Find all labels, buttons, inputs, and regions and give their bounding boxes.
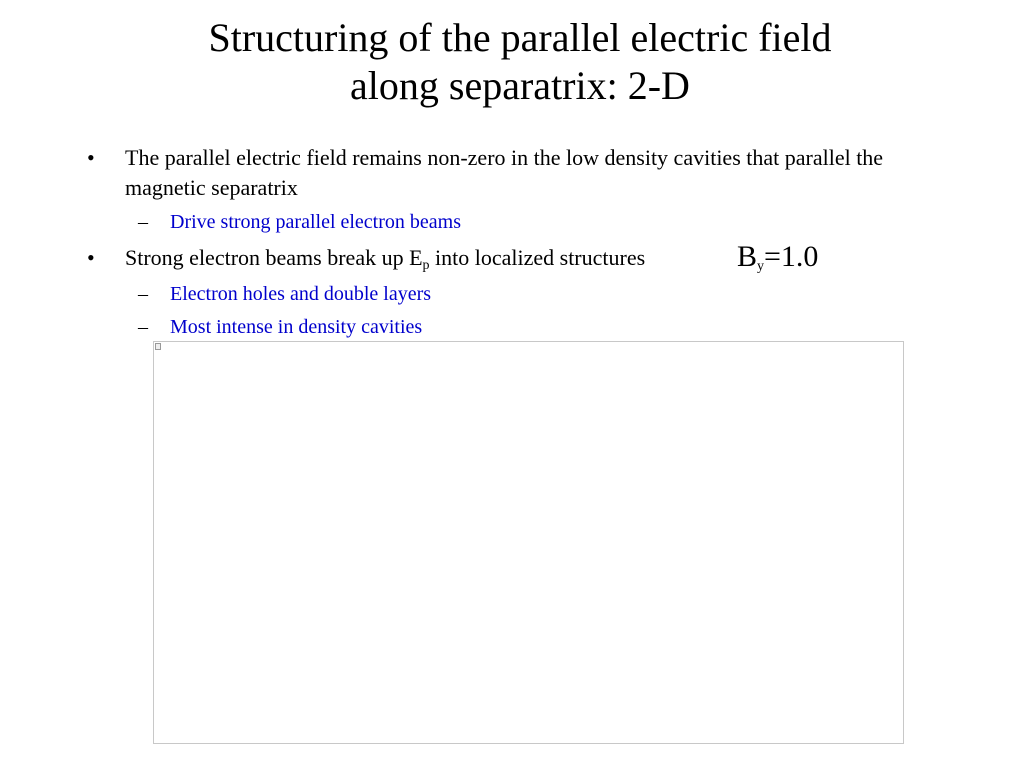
- sub-bullet-text: Most intense in density cavities: [170, 316, 423, 338]
- figure-placeholder: [153, 341, 904, 744]
- sub-bullet-marker: –: [138, 283, 148, 305]
- sub-bullet-text: Electron holes and double layers: [170, 283, 432, 305]
- sub-bullet-item: [138, 314, 870, 340]
- bullet-item: [87, 243, 945, 273]
- bullet-item: [87, 143, 945, 203]
- bullet-subscript: p: [422, 258, 430, 273]
- broken-image-icon: [155, 343, 161, 350]
- sub-bullet-item: [138, 209, 870, 235]
- bullet-text: The parallel electric field remains non-zero in the low density cavities that parallel the magnetic separatrix: [125, 145, 884, 200]
- by-value: =1.0: [764, 240, 819, 273]
- by-subscript: y: [757, 259, 765, 274]
- bullet-text-after: into localized structures: [429, 245, 646, 270]
- bullet-marker: •: [87, 145, 95, 170]
- bullet-marker: •: [87, 245, 95, 270]
- sub-bullet-text: Drive strong parallel electron beams: [170, 211, 461, 233]
- title-line-1: Structuring of the parallel electric field: [208, 15, 832, 60]
- sub-bullet-marker: –: [138, 316, 148, 338]
- title-line-2: along separatrix: 2-D: [350, 63, 690, 108]
- bullet-text-before: Strong electron beams break up E: [125, 245, 423, 270]
- by-symbol: B: [737, 240, 758, 273]
- by-field-label: [737, 240, 818, 274]
- sub-bullet-item: [138, 281, 870, 307]
- sub-bullet-marker: –: [138, 211, 148, 233]
